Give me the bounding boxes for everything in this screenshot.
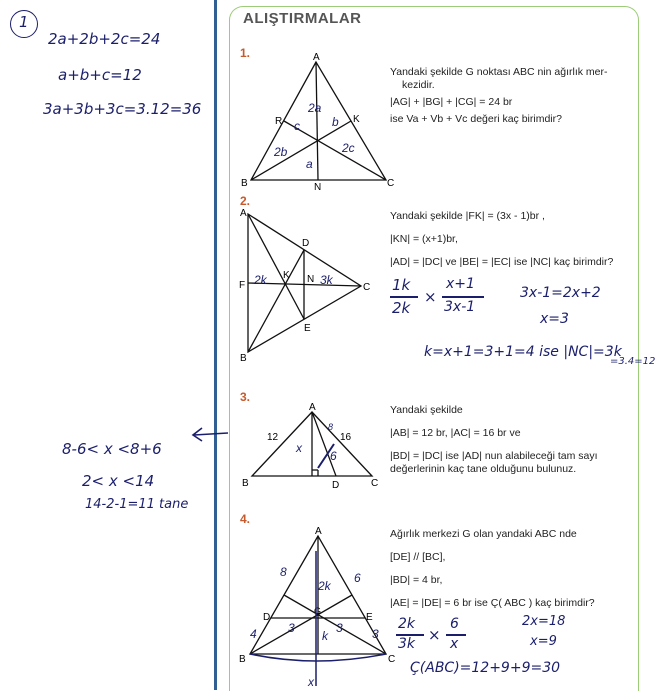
problem-4-text: Ağırlık merkezi G olan yandaki ABC nde [DE] // [BC], |BD| = 4 br, |AE| = |DE| = 6 br ise Ç( ABC ) kaç birimdir? [390, 528, 595, 609]
svg-text:6: 6 [354, 571, 361, 585]
p2-eq-1: 3x-1=2x+2 [520, 285, 601, 301]
svg-text:D: D [302, 238, 310, 249]
svg-text:12: 12 [267, 432, 279, 443]
svg-text:E: E [366, 612, 373, 623]
svg-text:K: K [283, 270, 290, 281]
svg-text:B: B [241, 178, 248, 189]
p4-cross: × [428, 626, 441, 644]
problem-3-figure [240, 400, 380, 492]
problem-2-figure [236, 204, 386, 364]
problem-1-figure [236, 52, 396, 192]
svg-text:D: D [332, 480, 340, 491]
p2-frac-left-top: 1k [392, 276, 411, 294]
svg-text:6: 6 [330, 449, 337, 463]
p2-eq-4: =3.4=12 [610, 356, 656, 367]
p2-frac-right-bottom: 3x-1 [444, 299, 476, 315]
svg-text:a: a [306, 157, 313, 171]
svg-text:A: A [315, 526, 322, 537]
svg-text:c: c [294, 119, 300, 133]
svg-text:2b: 2b [274, 145, 288, 159]
p2-frac-left-bottom: 2k [392, 299, 411, 317]
svg-text:K: K [353, 114, 360, 125]
arrow-left-icon [190, 425, 230, 445]
p2-eq-3: k=x+1=3+1=4 ise |NC|=3k [424, 344, 622, 360]
svg-text:B: B [240, 353, 247, 364]
svg-text:B: B [242, 478, 249, 489]
svg-text:2c: 2c [342, 141, 355, 155]
svg-text:C: C [388, 654, 396, 665]
svg-text:F: F [239, 280, 246, 291]
svg-text:2k: 2k [254, 273, 267, 287]
svg-text:8: 8 [328, 422, 334, 432]
svg-text:x: x [296, 441, 302, 455]
svg-text:N: N [314, 182, 322, 193]
note-ineq-2: 2< x <14 [82, 472, 155, 490]
p2-frac-left-bar [390, 296, 418, 298]
svg-text:A: A [313, 52, 320, 63]
problem-1-text: Yandaki şekilde G noktası ABC nin ağırlık mer- kezidir. |AG| + |BG| + |CG| = 24 br ise Va + Vb + Vc değeri kaç birimdir? [390, 66, 608, 125]
note-line-3: 3a+3b+3c=3.12=36 [43, 100, 202, 118]
problem-3-text: Yandaki şekilde |AB| = 12 br, |AC| = 16 br ve |BD| = |DC| ise |AD| nun alabileceği tam sayı değerlerinin kaç tane olduğunu bulunuz. [390, 404, 598, 475]
svg-text:2k: 2k [318, 579, 331, 593]
svg-text:x: x [308, 675, 314, 689]
p2-cross: × [424, 288, 437, 306]
note-ineq-1: 8-6< x <8+6 [62, 440, 162, 458]
p2-eq-2: x=3 [540, 311, 569, 327]
svg-text:3: 3 [336, 621, 343, 635]
circled-number-text: 1 [19, 13, 29, 31]
svg-text:b: b [332, 115, 339, 129]
problem-2-text: Yandaki şekilde |FK| = (3x - 1)br , |KN| = (x+1)br, |AD| = |DC| ve |BE| = |EC| ise |NC| kaç birimdir? [390, 210, 614, 268]
p4-perimeter: Ç(ABC)=12+9+9=30 [410, 660, 561, 676]
note-ineq-3: 14-2-1=11 tane [85, 497, 189, 512]
problem-4-figure [236, 526, 396, 690]
note-line-1: 2a+2b+2c=24 [48, 30, 161, 48]
svg-text:C: C [371, 478, 379, 489]
svg-text:D: D [263, 612, 271, 623]
svg-text:8: 8 [280, 565, 287, 579]
problem-3-number: 3. [240, 390, 251, 404]
svg-text:C: C [363, 282, 371, 293]
svg-text:3: 3 [288, 621, 295, 635]
svg-text:A: A [309, 402, 316, 413]
svg-text:3: 3 [372, 627, 379, 641]
p2-frac-right-top: x+1 [446, 276, 475, 292]
svg-text:k: k [322, 629, 328, 643]
svg-text:E: E [304, 323, 311, 334]
svg-text:N: N [307, 274, 315, 285]
svg-text:4: 4 [250, 627, 257, 641]
margin-line [214, 0, 217, 690]
svg-text:3k: 3k [320, 273, 333, 287]
problem-2-number: 2. [240, 194, 251, 208]
svg-text:B: B [239, 654, 246, 665]
p2-frac-right-bar [442, 296, 484, 298]
p4-frac-right-top: 6 [450, 616, 459, 632]
p4-eq-2: x=9 [530, 634, 557, 649]
note-line-2: a+b+c=12 [58, 66, 142, 84]
p4-frac-left-bottom: 3k [398, 636, 416, 652]
p4-frac-left-top: 2k [398, 616, 416, 632]
svg-text:G: G [314, 606, 322, 616]
svg-text:C: C [387, 178, 395, 189]
problem-4-number: 4. [240, 512, 251, 526]
svg-text:A: A [240, 208, 247, 219]
svg-text:16: 16 [340, 432, 352, 443]
svg-text:2a: 2a [308, 101, 322, 115]
problem-1-number: 1. [240, 46, 251, 60]
p4-eq-1: 2x=18 [522, 614, 566, 629]
p4-frac-right-bottom: x [450, 636, 459, 652]
svg-text:R: R [275, 116, 283, 127]
section-title: ALIŞTIRMALAR [243, 10, 362, 27]
